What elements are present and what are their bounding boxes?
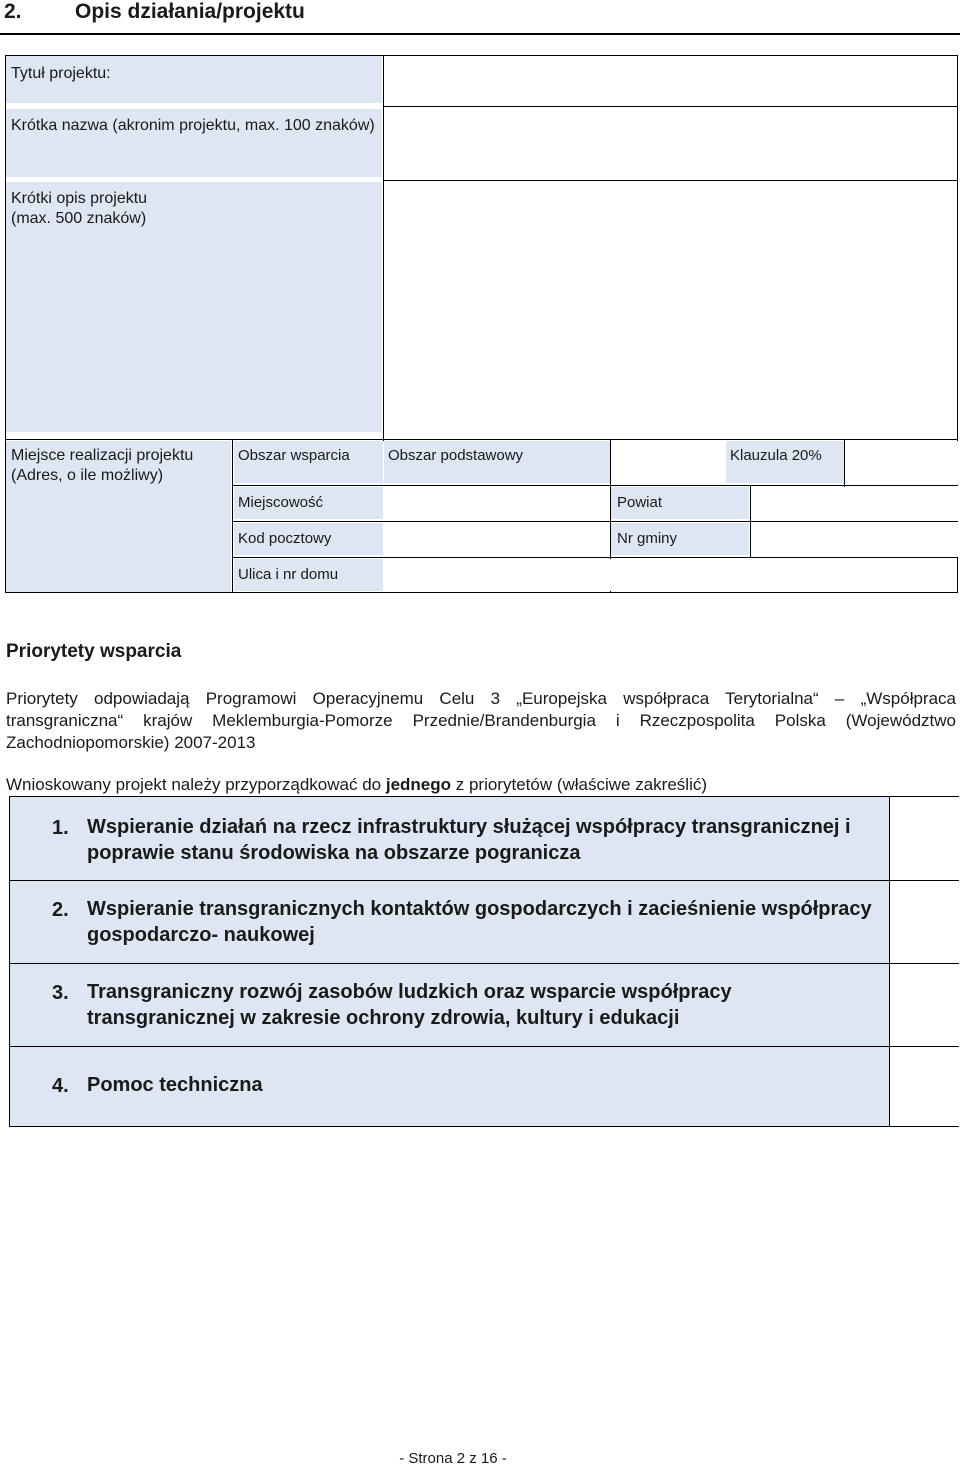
short-desc-label: Krótki opis projektu (max. 500 znaków) — [11, 190, 148, 227]
form-row-divider-2 — [383, 180, 958, 181]
street-label: Ulica i nr domu — [238, 566, 339, 583]
support-area-cell — [234, 441, 383, 483]
priority-checkbox[interactable] — [889, 797, 960, 880]
priority-text: Wspieranie transgranicznych kontaktów gospodarczych i zacieśnienie współpracy gospodarczo- naukowej — [87, 898, 872, 946]
priority-text: Pomoc techniczna — [87, 1074, 263, 1096]
priority-checkbox[interactable] — [889, 1047, 960, 1126]
page-number: - Strona 2 z 16 - — [399, 1450, 507, 1467]
form-border-bottom — [5, 592, 958, 593]
commune-no-cell — [611, 523, 749, 555]
street-right-border — [957, 557, 958, 593]
postcode-input[interactable] — [385, 523, 609, 555]
form-col-divider — [383, 55, 384, 441]
priority-number: 2. — [52, 899, 69, 921]
priority-text: Wspieranie działań na rzecz infrastruktury służącej współpracy transgranicznej i poprawie stanu środowiska na obszarze pogranicza — [87, 816, 851, 864]
support-area-label: Obszar wsparcia — [238, 447, 350, 464]
district-cell — [611, 487, 749, 519]
district-label: Powiat — [617, 494, 663, 511]
project-title-label: Tytuł projektu: — [11, 65, 111, 82]
location-label: Miejsce realizacji projektu (Adres, o ile możliwy) — [11, 447, 194, 484]
clause-cell[interactable] — [726, 441, 844, 483]
project-title-label-cell — [6, 56, 382, 103]
location-divider — [232, 440, 233, 593]
priority-checkbox[interactable] — [889, 964, 960, 1046]
priority-row[interactable] — [10, 1047, 889, 1126]
street-input[interactable] — [385, 559, 957, 591]
location-row-divider-1 — [233, 485, 958, 486]
short-name-input[interactable] — [387, 108, 957, 180]
location-row-divider-3 — [233, 557, 958, 558]
priorities-instruction — [6, 774, 956, 796]
instruction-text-after: z priorytetów (właściwe zakreślić) — [451, 775, 708, 794]
instruction-text-before: Wnioskowany projekt należy przyporządkować do — [6, 775, 386, 794]
commune-no-label: Nr gminy — [617, 530, 678, 547]
location-row-divider-2 — [233, 521, 958, 522]
priority-number: 1. — [52, 817, 69, 839]
priorities-intro: Priorytety odpowiadają Programowi Operacyjnemu Celu 3 „Europejska współpraca Terytorialna“ – „Współpraca transgraniczna“ krajów Meklemburgia-Pomorze Przednie/Brandenburgia i Rzeczpospolita Polska (Województwo Zachodniopomorskie) 2007-2013 — [6, 689, 956, 752]
location-label-cell — [6, 441, 231, 592]
project-title-input[interactable] — [387, 56, 957, 106]
clause-label: Klauzula 20% — [730, 447, 822, 464]
basic-area-checkbox[interactable] — [611, 441, 725, 483]
street-cell — [234, 559, 383, 591]
form-row-divider-3 — [5, 439, 958, 440]
short-desc-input[interactable] — [387, 182, 957, 440]
priority-row[interactable] — [10, 881, 889, 963]
commune-no-input[interactable] — [752, 523, 957, 555]
section-number: 2. — [4, 0, 22, 23]
form-border-right — [957, 55, 958, 441]
priority-number: 3. — [52, 982, 69, 1004]
section-title: Opis działania/projektu — [75, 0, 305, 23]
postcode-cell — [234, 523, 383, 555]
town-cell — [234, 487, 383, 519]
short-desc-label-cell — [6, 182, 382, 432]
town-label: Miejscowość — [238, 494, 324, 511]
short-name-label: Krótka nazwa (akronim projektu, max. 100 znaków) — [11, 117, 375, 134]
priority-number: 4. — [52, 1075, 69, 1097]
project-form — [5, 55, 958, 593]
basic-area-label: Obszar podstawowy — [388, 447, 524, 464]
priority-row[interactable] — [10, 797, 889, 880]
section-divider — [0, 33, 960, 35]
district-input[interactable] — [752, 487, 957, 519]
short-name-label-cell — [6, 109, 382, 177]
priorities-heading: Priorytety wsparcia — [6, 641, 182, 662]
priorities-table — [9, 796, 959, 1127]
section-heading — [0, 0, 960, 26]
basic-area-cell[interactable] — [384, 441, 610, 483]
priority-text: Transgraniczny rozwój zasobów ludzkich oraz wsparcie współpracy transgranicznej w zakresie ochrony zdrowia, kultury i edukacji — [87, 981, 732, 1029]
clause-divider — [844, 440, 845, 488]
form-row-divider-1 — [383, 106, 958, 107]
priority-checkbox[interactable] — [889, 881, 960, 963]
instruction-text-bold: jednego — [385, 775, 452, 794]
priority-row[interactable] — [10, 964, 889, 1046]
town-input[interactable] — [385, 487, 609, 519]
postcode-label: Kod pocztowy — [238, 530, 332, 547]
